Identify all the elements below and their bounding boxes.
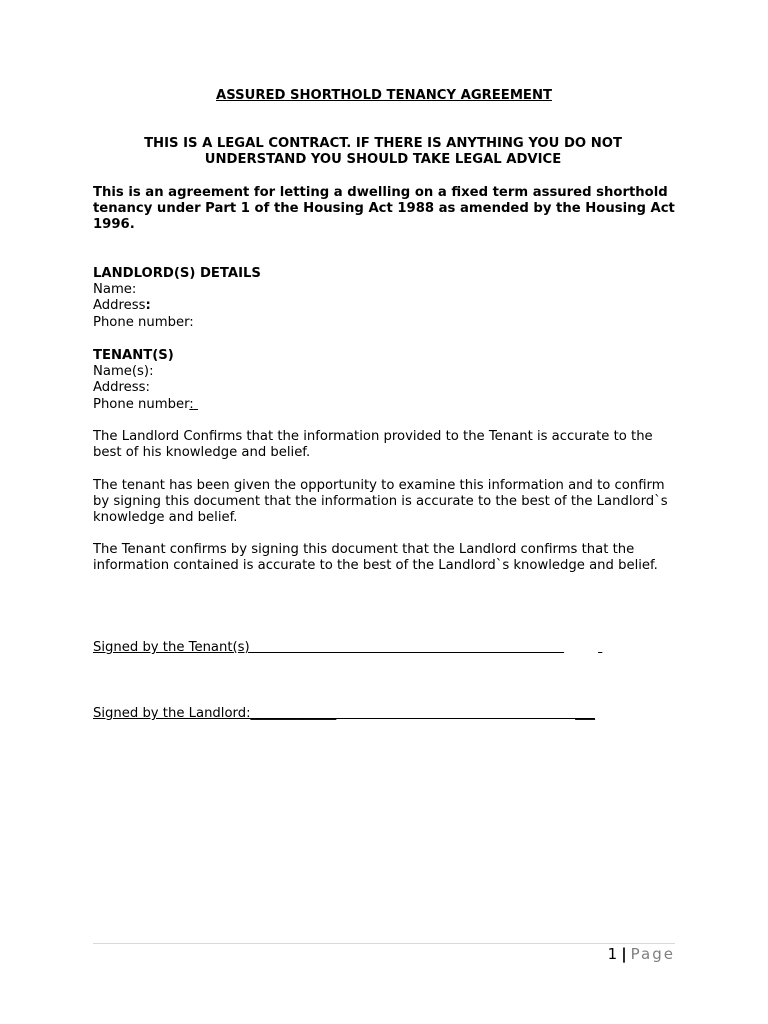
tenant-phone-colon	[189, 397, 198, 412]
landlord-address-line	[93, 298, 683, 314]
page-number: 1	[607, 945, 618, 963]
tenant-address-label: Address:	[93, 380, 150, 396]
tenant-confirmation-paragraph: The Tenant confirms by signing this document that the Landlord confirms that the information contained is accurate to the best of the Landlord`s knowledge and belief.	[93, 542, 658, 574]
legal-warning: THIS IS A LEGAL CONTRACT. IF THERE IS ANYTHING YOU DO NOT UNDERSTAND YOU SHOULD TAKE LEGAL ADVICE	[144, 136, 622, 168]
tenant-details-section	[93, 348, 683, 413]
landlord-address-colon: :	[145, 298, 151, 314]
tenant-signature-trail	[598, 640, 602, 655]
page-word: Page	[630, 945, 675, 963]
tenant-opportunity-paragraph: The tenant has been given the opportunity to examine this information and to confirm by signing this document that the information is accurate to the best of the Landlord`s knowledge and belief.	[93, 478, 668, 526]
tenant-phone-colon-text: :	[189, 396, 194, 412]
landlord-heading: LANDLORD(S) DETAILS	[93, 266, 261, 281]
landlord-signature-label: Signed by the Landlord:_____________ ___	[93, 706, 595, 721]
intro-paragraph: This is an agreement for letting a dwelling on a fixed term assured shorthold tenancy under Part 1 of the Housing Act 1988 as amended by the Housing Act 1996.	[93, 185, 675, 233]
tenant-phone-trail	[194, 397, 198, 412]
tenant-signature-line	[93, 640, 683, 656]
footer-divider	[93, 943, 675, 944]
landlord-confirmation-paragraph: The Landlord Confirms that the information provided to the Tenant is accurate to the best of his knowledge and belief.	[93, 429, 653, 461]
page-footer	[608, 945, 675, 963]
tenant-phone-label: Phone number	[93, 396, 190, 412]
landlord-name-label: Name:	[93, 282, 137, 298]
document-title: ASSURED SHORTHOLD TENANCY AGREEMENT	[216, 88, 552, 103]
tenant-phone-line	[93, 397, 683, 413]
landlord-address-label: Address	[93, 298, 146, 314]
tenant-signature-label: Signed by the Tenant(s)	[93, 640, 565, 655]
page-separator: |	[621, 945, 627, 963]
landlord-phone-label: Phone number:	[93, 314, 194, 330]
tenant-heading: TENANT(S)	[93, 348, 174, 363]
landlord-details-section	[93, 266, 683, 331]
landlord-signature-line	[93, 706, 683, 722]
tenant-names-label: Name(s):	[93, 364, 154, 380]
